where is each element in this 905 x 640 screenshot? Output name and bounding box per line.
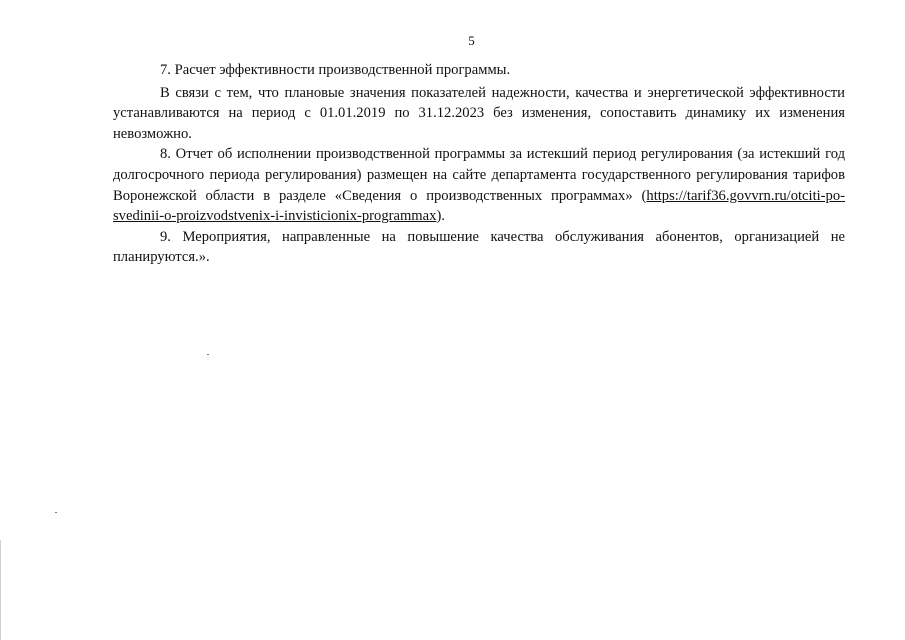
- scan-speck: [207, 354, 209, 355]
- section-8-text: 8. Отчет об исполнении производственной программы за истекший период регулирования (за истекший год долгосрочного периода регулирования) размещен на сайте департамента государственного регулирования тарифов Воронежской области в разделе «Сведения о производственных программах»: [113, 146, 845, 204]
- scan-edge: [0, 540, 1, 640]
- document-body: [113, 60, 845, 268]
- url-close-paren: ).: [436, 208, 445, 225]
- url-open-paren: (: [641, 187, 647, 204]
- section-7-body: В связи с тем, что плановые значения показателей надежности, качества и энергетической эффективности устанавливаются на период с 01.01.2019 по 31.12.2023 без изменения, сопоставить динамику их изменения невозможно.: [113, 84, 845, 142]
- section-7-title: 7. Расчет эффективности производственной программы.: [160, 62, 511, 78]
- department-website-link[interactable]: https://tarif36.govvrn.ru/otciti-po-svedinii-o-proizvodstvenix-i-invisticionix-programmax: [113, 187, 845, 225]
- section-9-paragraph: 9. Мероприятия, направленные на повышение качества обслуживания абонентов, организацией не планируются.».: [113, 228, 845, 266]
- page-number: 5: [468, 33, 475, 48]
- scan-speck: [55, 512, 57, 513]
- section-8-paragraph: [113, 144, 845, 226]
